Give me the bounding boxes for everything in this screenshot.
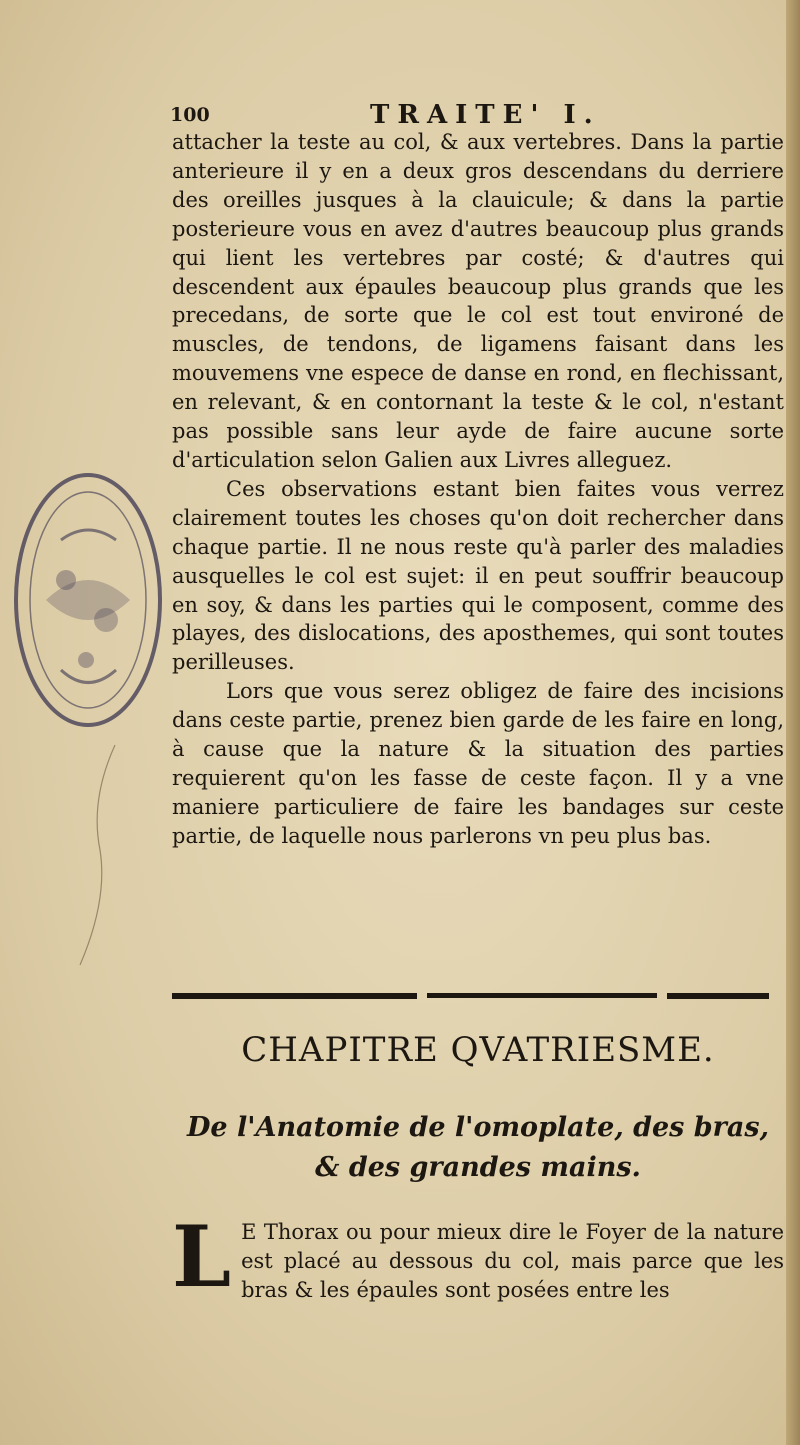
running-title: TRAITE' I. xyxy=(370,100,601,130)
chapter-subtitle-line-2: & des grandes mains. xyxy=(315,1152,641,1183)
page-number: 100 xyxy=(170,104,210,126)
chapter-subtitle xyxy=(172,1108,784,1188)
page-edge-shadow xyxy=(786,0,800,1445)
margin-pencil-mark xyxy=(60,740,140,970)
paragraph-3: Lors que vous serez obligez de faire des incisions dans ceste partie, prenez bien garde de les faire en long, à cause que la nature & la situation des parties requierent qu'on les fasse de ceste façon. Il y a vne maniere particuliere de faire les bandages sur ceste partie, de laquelle nous parlerons vn peu plus bas. xyxy=(172,679,784,848)
drop-cap: L xyxy=(172,1207,232,1306)
chapter-opening xyxy=(172,1207,784,1306)
paragraph-1: attacher la teste au col, & aux vertebres. Dans la partie anterieure il y en a deux gros descendans du derriere des oreilles jusques à la clauicule; & dans la partie posterieure vous en avez d'autres beaucoup plus grands qui lient les vertebres par costé; & d'autres qui descendent aux épaules beaucoup plus grands que les precedans, de sorte que le col est tout environé de muscles, de tendons, de ligamens faisant dans les mouvemens vne espece de danse en rond, en flechissant, en relevant, & en contornant la teste & le col, n'estant pas possible sans leur ayde de faire aucune sorte d'articulation selon Galien aux Livres alleguez. xyxy=(172,130,784,472)
body-text xyxy=(172,128,784,851)
chapter-divider-rule xyxy=(172,988,769,1004)
library-stamp xyxy=(6,470,166,735)
chapter-title: CHAPITRE QVATRIESME. xyxy=(241,1030,715,1070)
chapter-subtitle-line-1: De l'Anatomie de l'omoplate, des bras, xyxy=(187,1112,769,1143)
paragraph-2: Ces observations estant bien faites vous verrez clairement toutes les choses qu'on doit rechercher dans chaque partie. Il ne nous reste qu'à parler des maladies ausquelles le col est sujet: il en peut souffrir beaucoup en soy, & dans les parties qui le composent, comme des playes, des dislocations, des aposthemes, qui sont toutes perilleuses. xyxy=(172,476,784,675)
opening-text: E Thorax ou pour mieux dire le Foyer de la nature est placé au dessous du col, mais parce que les bras & les épaules sont posées entre les xyxy=(241,1220,784,1302)
